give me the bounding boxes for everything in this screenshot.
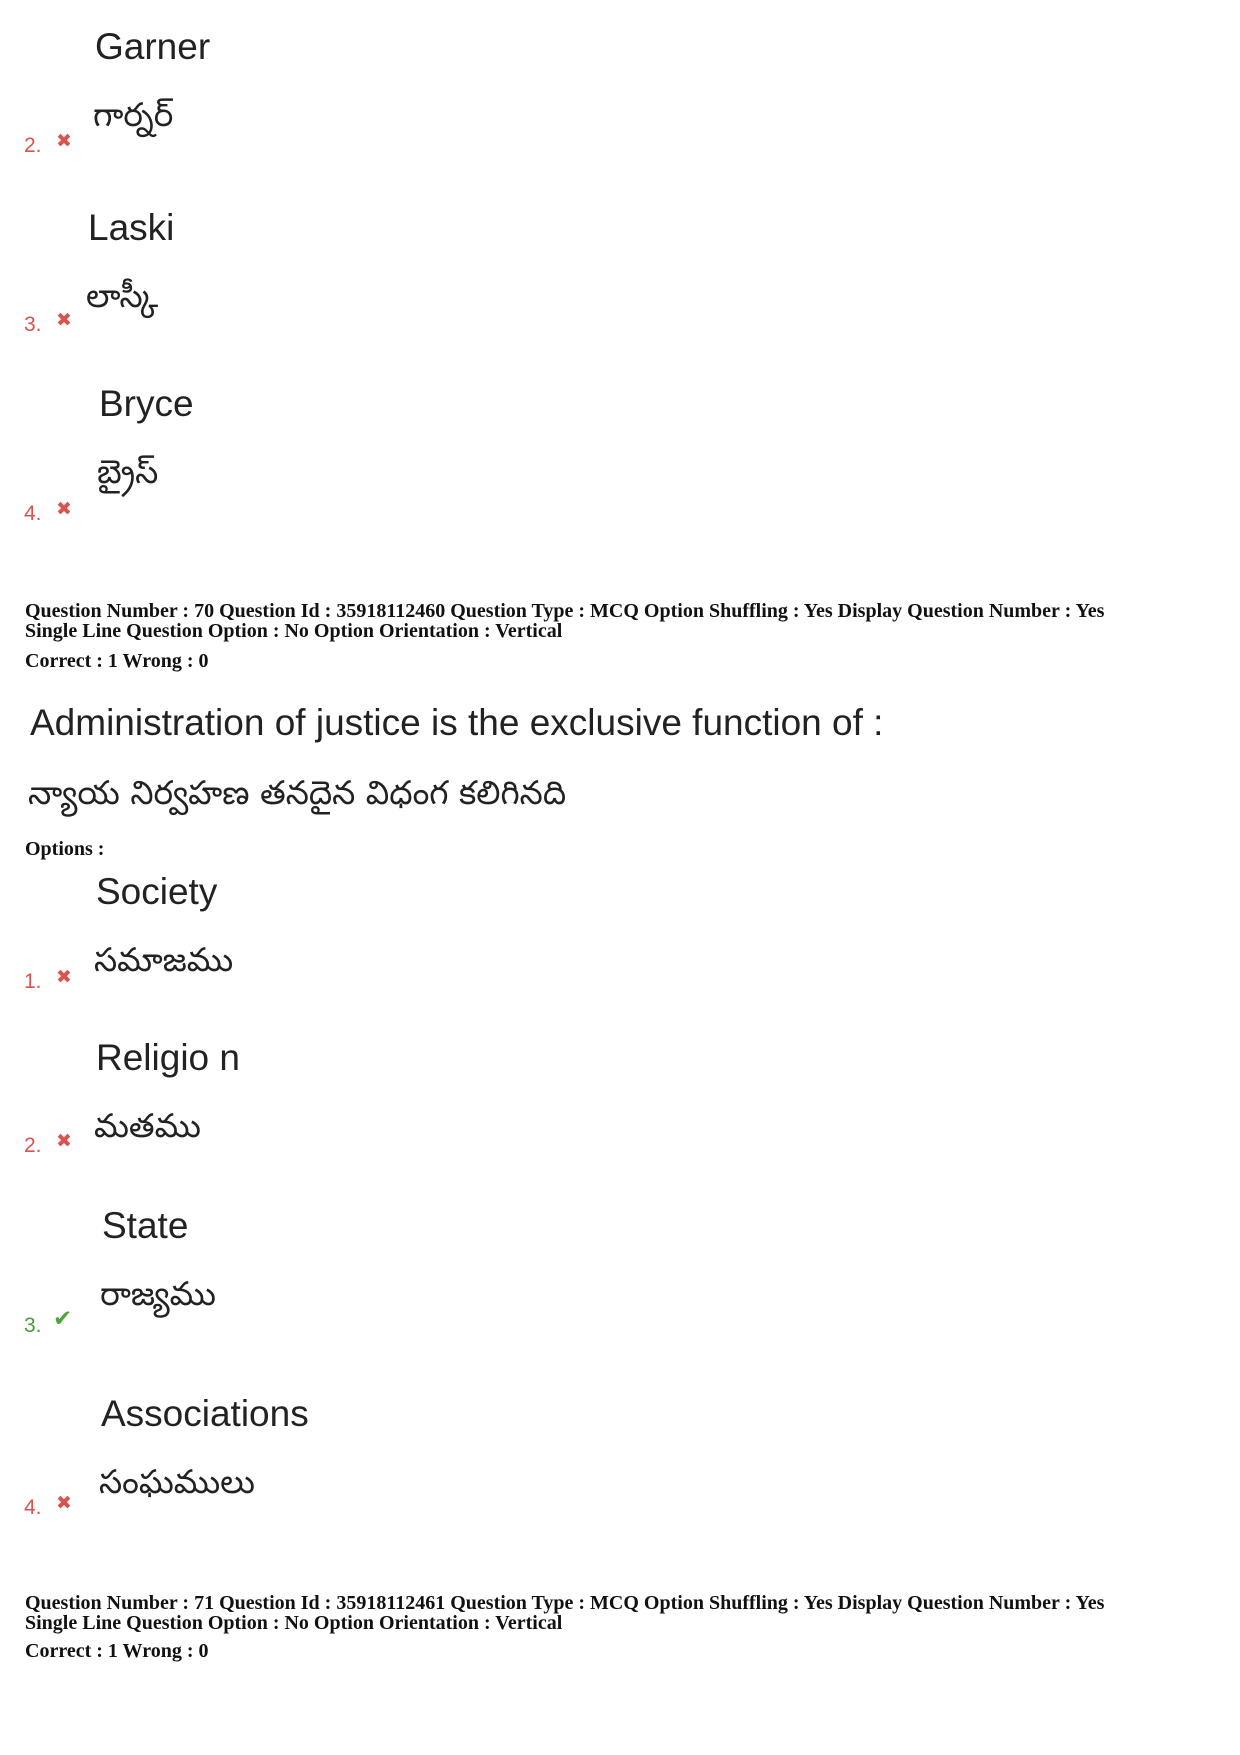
option-en: Bryce (99, 383, 194, 424)
option-number: 3. (24, 313, 42, 336)
option-en: Society (96, 871, 218, 912)
cross-icon: ✖ (56, 1492, 72, 1514)
cross-icon: ✖ (56, 130, 72, 152)
question-text-en: Administration of justice is the exclusive function of : (30, 702, 884, 743)
cross-icon: ✖ (56, 966, 72, 988)
question-text-te: న్యాయ నిర్వహణ తనదైన విధంగ కలిగినది (28, 773, 567, 812)
option-number: 4. (24, 502, 42, 525)
option-te: సంఘములు (99, 1462, 255, 1501)
option-te: మతము (94, 1106, 201, 1145)
option-number: 3. (24, 1314, 42, 1337)
question-meta-line1: Question Number : 71 Question Id : 35918112461 Question Type : MCQ Option Shuffling : Yes Display Question Number : Yes (25, 1592, 1105, 1614)
check-icon: ✔ (53, 1306, 73, 1332)
option-te: సమాజము (94, 940, 234, 979)
option-number: 2. (24, 1134, 42, 1157)
option-te: లాస్కీ (86, 276, 159, 315)
option-number: 2. (24, 134, 42, 157)
option-en: State (102, 1205, 189, 1246)
option-te: గార్నర్ (93, 95, 174, 134)
cross-icon: ✖ (56, 1130, 72, 1152)
option-en: Garner (95, 26, 211, 67)
question-meta-line1: Question Number : 70 Question Id : 35918112460 Question Type : MCQ Option Shuffling : Yes Display Question Number : Yes (25, 600, 1105, 622)
option-en: Laski (88, 207, 175, 248)
option-te: రాజ్యము (100, 1274, 216, 1313)
question-meta-line2: Single Line Question Option : No Option Orientation : Vertical (25, 1612, 563, 1634)
score-line: Correct : 1 Wrong : 0 (25, 650, 209, 672)
cross-icon: ✖ (56, 309, 72, 331)
option-number: 4. (24, 1496, 42, 1519)
option-en: Religio n (96, 1037, 240, 1078)
option-number: 1. (24, 970, 42, 993)
option-en: Associations (101, 1393, 309, 1434)
option-te: బ్రైస్ (97, 452, 159, 491)
options-label: Options : (25, 838, 105, 860)
cross-icon: ✖ (56, 498, 72, 520)
score-line: Correct : 1 Wrong : 0 (25, 1640, 209, 1662)
question-meta-line2: Single Line Question Option : No Option Orientation : Vertical (25, 620, 563, 642)
